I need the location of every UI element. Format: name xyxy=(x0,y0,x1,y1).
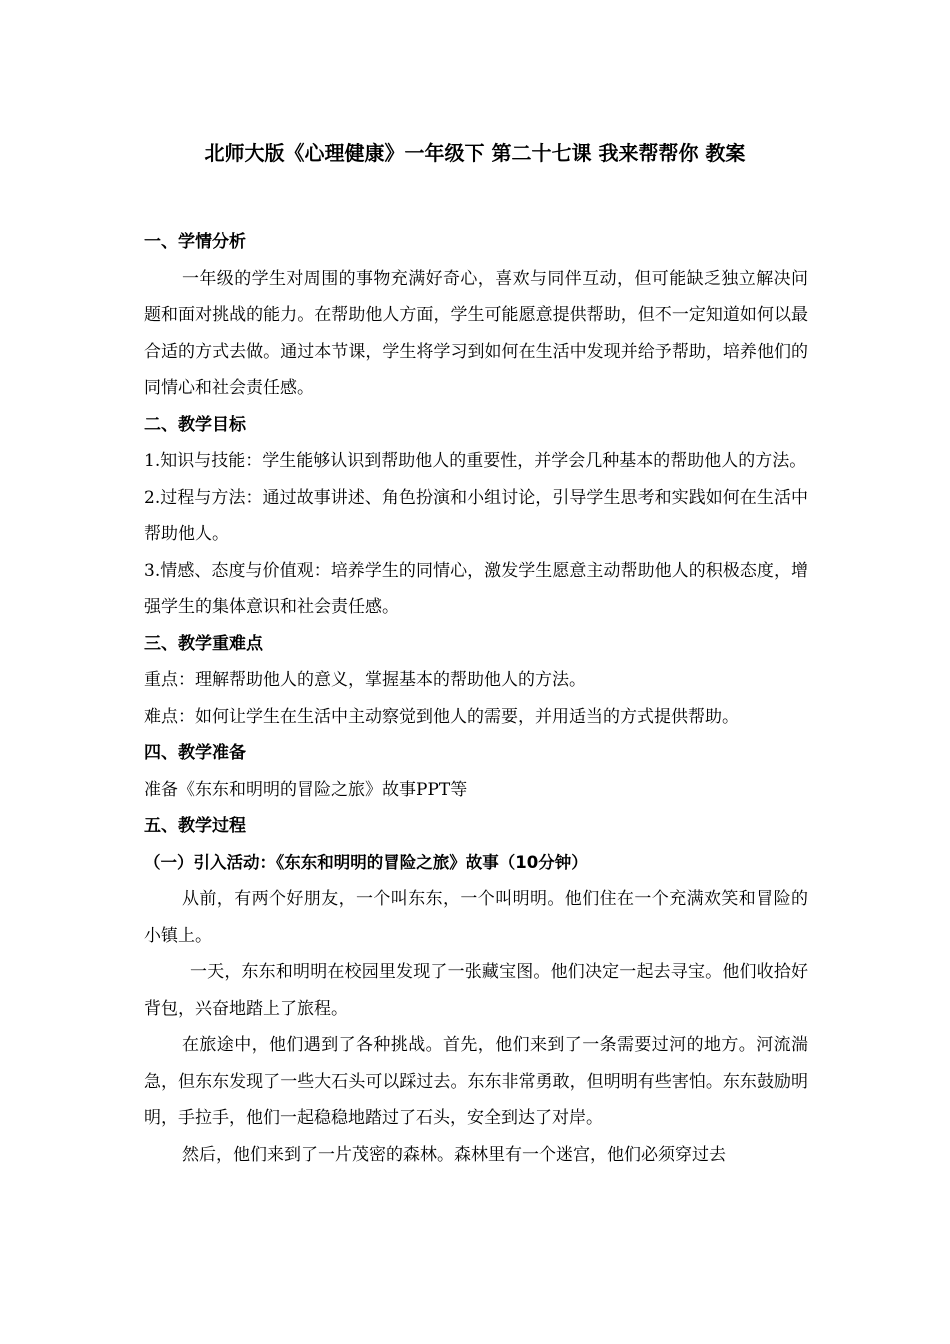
section-heading-preparation: 四、教学准备 xyxy=(144,743,246,763)
analysis-paragraph: 一年级的学生对周围的事物充满好奇心，喜欢与同伴互动，但可能缺乏独立解决问题和面对挑战的能力。在帮助他人方面，学生可能愿意提供帮助，但不一定知道如何以最合适的方式去做。通过本节课，学生将学习到如何在生活中发现并给予帮助，培养他们的同情心和社会责任感。 xyxy=(144,268,808,398)
story-paragraph: 在旅途中，他们遇到了各种挑战。首先，他们来到了一条需要过河的地方。河流湍急，但东东发现了一些大石头可以踩过去。东东非常勇敢，但明明有些害怕。东东鼓励明明，手拉手，他们一起稳稳地踏过了石头，安全到达了对岸。 xyxy=(144,1035,808,1128)
subsection-heading-intro: （一）引入活动：《东东和明明的冒险之旅》故事（10分钟） xyxy=(144,852,588,872)
section-heading-objectives: 二、教学目标 xyxy=(144,414,246,435)
key-point: 重点：理解帮助他人的意义，掌握基本的帮助他人的方法。 xyxy=(144,670,586,690)
section-heading-analysis: 一、学情分析 xyxy=(144,232,246,252)
story-paragraph: 一天，东东和明明在校园里发现了一张藏宝图。他们决定一起去寻宝。他们收拾好背包，兴奋地踏上了旅程。 xyxy=(144,962,808,1019)
section-heading-process: 五、教学过程 xyxy=(144,816,246,836)
story-paragraph: 从前，有两个好朋友，一个叫东东，一个叫明明。他们住在一个充满欢笑和冒险的小镇上。 xyxy=(144,889,808,946)
section-heading-key-points: 三、教学重难点 xyxy=(144,633,263,654)
document-title: 北师大版《心理健康》一年级下 第二十七课 我来帮帮你 教案 xyxy=(204,141,746,165)
objective-item: 1.知识与技能：学生能够认识到帮助他人的重要性，并学会几种基本的帮助他人的方法。 xyxy=(144,451,807,471)
preparation-paragraph: 准备《东东和明明的冒险之旅》故事PPT等 xyxy=(144,779,468,800)
story-paragraph: 然后，他们来到了一片茂密的森林。森林里有一个迷宫，他们必须穿过去 xyxy=(182,1144,726,1165)
objective-item: 2.过程与方法：通过故事讲述、角色扮演和小组讨论，引导学生思考和实践如何在生活中帮助他人。 xyxy=(144,487,808,544)
document-body xyxy=(144,224,808,1173)
difficult-point: 难点：如何让学生在生活中主动察觉到他人的需要，并用适当的方式提供帮助。 xyxy=(144,706,739,727)
objective-item: 3.情感、态度与价值观：培养学生的同情心，激发学生愿意主动帮助他人的积极态度，增强学生的集体意识和社会责任感。 xyxy=(144,560,808,617)
